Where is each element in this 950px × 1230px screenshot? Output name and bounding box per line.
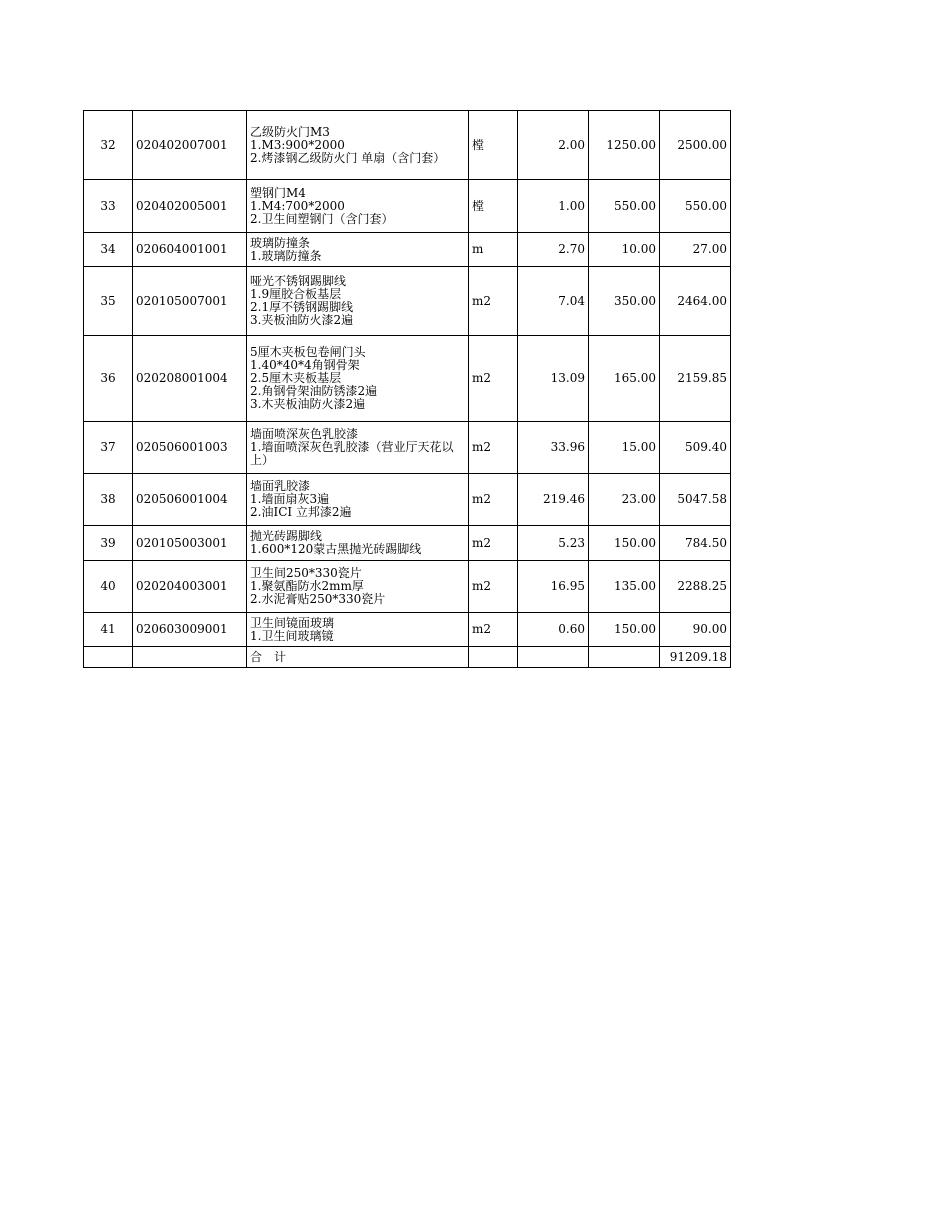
amount: 509.40 <box>660 422 731 474</box>
amount: 2500.00 <box>660 111 731 180</box>
description-line: 卫生间镜面玻璃 <box>250 615 335 630</box>
row-number: 36 <box>84 336 133 422</box>
total-code-cell <box>133 647 247 668</box>
table-row <box>84 613 731 647</box>
description-line: 1.墙面扇灰3遍 <box>250 492 330 506</box>
bill-of-quantities-table <box>83 110 731 668</box>
unit-price: 15.00 <box>589 422 660 474</box>
table-row <box>84 561 731 613</box>
amount: 2159.85 <box>660 336 731 422</box>
unit: m2 <box>469 474 518 526</box>
description-line: 2.水泥膏贴250*330瓷片 <box>250 592 386 606</box>
item-description <box>247 561 469 613</box>
item-description <box>247 613 469 647</box>
item-description <box>247 233 469 267</box>
description-line: 玻璃防撞条 <box>250 235 311 250</box>
item-code: 020402007001 <box>133 111 247 180</box>
item-description <box>247 336 469 422</box>
table-row <box>84 233 731 267</box>
unit: m2 <box>469 561 518 613</box>
unit-price: 350.00 <box>589 267 660 336</box>
quantity: 7.04 <box>518 267 589 336</box>
row-number: 40 <box>84 561 133 613</box>
quantity: 1.00 <box>518 180 589 233</box>
unit-price: 165.00 <box>589 336 660 422</box>
item-code: 020402005001 <box>133 180 247 233</box>
description-line: 1.卫生间玻璃镜 <box>250 628 334 643</box>
description-line: 乙级防火门M3 <box>250 124 330 139</box>
amount: 2288.25 <box>660 561 731 613</box>
quantity: 219.46 <box>518 474 589 526</box>
unit-price: 135.00 <box>589 561 660 613</box>
quantity: 33.96 <box>518 422 589 474</box>
table-row <box>84 474 731 526</box>
total-row <box>84 647 731 668</box>
total-unit-cell <box>469 647 518 668</box>
unit: m2 <box>469 267 518 336</box>
description-line: 墙面乳胶漆 <box>250 479 311 493</box>
description-line: 2.角钢骨架油防锈漆2遍 <box>250 384 378 398</box>
row-number: 34 <box>84 233 133 267</box>
table-row <box>84 267 731 336</box>
description-line: 2.卫生间塑钢门（含门套） <box>250 211 394 226</box>
amount: 90.00 <box>660 613 731 647</box>
description-line: 卫生间250*330瓷片 <box>250 566 362 580</box>
item-code: 020105007001 <box>133 267 247 336</box>
description-line: 2.油ICI 立邦漆2遍 <box>250 505 352 519</box>
item-code: 020506001004 <box>133 474 247 526</box>
quantity: 2.00 <box>518 111 589 180</box>
description-line: 2.烤漆钢乙级防火门 单扇（含门套） <box>250 150 446 165</box>
description-line: 1.墙面喷深灰色乳胶漆（营业厅天花以上） <box>250 440 454 467</box>
quantity: 0.60 <box>518 613 589 647</box>
row-number: 37 <box>84 422 133 474</box>
description-line: 1.9厘胶合板基层 <box>250 287 342 301</box>
row-number: 33 <box>84 180 133 233</box>
unit-price: 550.00 <box>589 180 660 233</box>
table-row <box>84 526 731 561</box>
row-number: 39 <box>84 526 133 561</box>
description-line: 2.1厚不锈钢踢脚线 <box>250 300 354 314</box>
row-number: 41 <box>84 613 133 647</box>
description-line: 1.聚氨酯防水2mm厚 <box>250 579 364 593</box>
unit: 樘 <box>469 111 518 180</box>
item-description <box>247 526 469 561</box>
amount: 784.50 <box>660 526 731 561</box>
description-line: 1.M4:700*2000 <box>250 198 345 213</box>
description-line: 塑钢门M4 <box>250 185 306 200</box>
quantity: 16.95 <box>518 561 589 613</box>
item-code: 020208001004 <box>133 336 247 422</box>
description-line: 3.木夹板油防火漆2遍 <box>250 397 366 411</box>
item-code: 020204003001 <box>133 561 247 613</box>
item-code: 020105003001 <box>133 526 247 561</box>
unit: m2 <box>469 422 518 474</box>
description-line: 抛光砖踢脚线 <box>250 529 323 543</box>
description-line: 哑光不锈钢踢脚线 <box>250 274 347 288</box>
total-qty-cell <box>518 647 589 668</box>
table-row <box>84 336 731 422</box>
unit: m2 <box>469 336 518 422</box>
item-description <box>247 267 469 336</box>
item-description <box>247 474 469 526</box>
table-row <box>84 180 731 233</box>
total-amount: 91209.18 <box>660 647 731 668</box>
item-code: 020604001001 <box>133 233 247 267</box>
description-line: 1.玻璃防撞条 <box>250 248 322 263</box>
quantity: 13.09 <box>518 336 589 422</box>
total-label: 合 计 <box>247 647 469 668</box>
quantity: 5.23 <box>518 526 589 561</box>
item-description <box>247 111 469 180</box>
table-row <box>84 111 731 180</box>
description-line: 2.5厘木夹板基层 <box>250 371 342 385</box>
unit-price: 10.00 <box>589 233 660 267</box>
description-line: 墙面喷深灰色乳胶漆 <box>250 427 359 441</box>
item-description <box>247 180 469 233</box>
table-row <box>84 422 731 474</box>
unit: m2 <box>469 526 518 561</box>
quantity: 2.70 <box>518 233 589 267</box>
row-number: 35 <box>84 267 133 336</box>
unit-price: 23.00 <box>589 474 660 526</box>
row-number: 32 <box>84 111 133 180</box>
description-line: 1.40*40*4角钢骨架 <box>250 358 360 372</box>
description-line: 5厘木夹板包卷闸门头 <box>250 345 366 359</box>
amount: 2464.00 <box>660 267 731 336</box>
item-description <box>247 422 469 474</box>
item-code: 020506001003 <box>133 422 247 474</box>
amount: 550.00 <box>660 180 731 233</box>
unit-price: 1250.00 <box>589 111 660 180</box>
amount: 27.00 <box>660 233 731 267</box>
total-no-cell <box>84 647 133 668</box>
amount: 5047.58 <box>660 474 731 526</box>
unit: m <box>469 233 518 267</box>
unit-price: 150.00 <box>589 613 660 647</box>
total-price-cell <box>589 647 660 668</box>
unit-price: 150.00 <box>589 526 660 561</box>
row-number: 38 <box>84 474 133 526</box>
item-code: 020603009001 <box>133 613 247 647</box>
description-line: 1.600*120蒙古黑抛光砖踢脚线 <box>250 542 422 556</box>
description-line: 1.M3:900*2000 <box>250 137 345 152</box>
unit: 樘 <box>469 180 518 233</box>
description-line: 3.夹板油防火漆2遍 <box>250 313 354 327</box>
unit: m2 <box>469 613 518 647</box>
